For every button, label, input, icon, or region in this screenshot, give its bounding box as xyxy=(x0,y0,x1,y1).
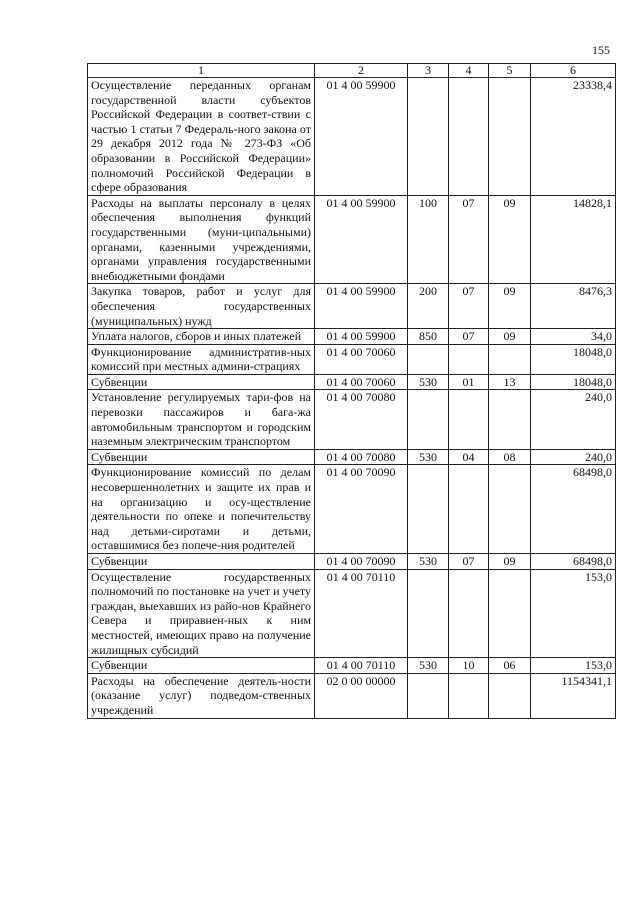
row-col3 xyxy=(408,569,449,658)
row-name: Закупка товаров, работ и услуг для обеспечения государственных (муниципальных) нужд xyxy=(88,284,315,329)
row-col4 xyxy=(449,78,489,196)
row-col5 xyxy=(489,390,531,449)
table-header-row xyxy=(88,64,616,78)
row-name: Функционирование комиссий по делам несовершеннолетних и защите их прав и на организацию и осу-ществление деятельности по опеке и попечительству над детьми-сиротами и детьми, оставшимися без попече-ния родителей xyxy=(88,465,315,554)
table-row xyxy=(88,329,616,345)
row-name: Расходы на выплаты персоналу в целях обеспечения выполнения функций государственными (муни-ципальными) органами, казенными учреждениями, органами управления государственными внебюджетными фондами xyxy=(88,195,315,284)
budget-table xyxy=(87,63,616,719)
row-col3: 530 xyxy=(408,449,449,465)
row-amount: 18048,0 xyxy=(531,344,616,374)
table-row xyxy=(88,449,616,465)
row-col3 xyxy=(408,344,449,374)
row-col4 xyxy=(449,569,489,658)
row-col4: 04 xyxy=(449,449,489,465)
row-col4 xyxy=(449,673,489,718)
row-amount: 14828,1 xyxy=(531,195,616,284)
row-code: 01 4 00 70090 xyxy=(315,465,408,554)
row-col5: 09 xyxy=(489,284,531,329)
table-body xyxy=(88,78,616,719)
row-col3: 200 xyxy=(408,284,449,329)
row-col3: 530 xyxy=(408,374,449,390)
row-name: Осуществление государственных полномочий по постановке на учет и учету граждан, выехавших из райо-нов Крайнего Севера и приравнен-ных к ним местностей, имеющих право на получение жилищных субсидий xyxy=(88,569,315,658)
row-col3 xyxy=(408,78,449,196)
row-col4: 07 xyxy=(449,329,489,345)
row-col3 xyxy=(408,465,449,554)
row-col5: 06 xyxy=(489,658,531,674)
row-col3: 530 xyxy=(408,658,449,674)
row-amount: 153,0 xyxy=(531,658,616,674)
row-col5: 09 xyxy=(489,195,531,284)
row-amount: 240,0 xyxy=(531,449,616,465)
row-col4: 01 xyxy=(449,374,489,390)
row-name: Субвенции xyxy=(88,554,315,570)
row-name: Расходы на обеспечение деятель-ности (оказание услуг) подведом-ственных учреждений xyxy=(88,673,315,718)
row-code: 01 4 00 70080 xyxy=(315,449,408,465)
row-amount: 68498,0 xyxy=(531,554,616,570)
row-col3 xyxy=(408,390,449,449)
row-amount: 240,0 xyxy=(531,390,616,449)
row-col3: 530 xyxy=(408,554,449,570)
table-row xyxy=(88,569,616,658)
row-code: 01 4 00 70060 xyxy=(315,374,408,390)
row-col5: 09 xyxy=(489,329,531,345)
row-col4 xyxy=(449,344,489,374)
row-col4: 07 xyxy=(449,284,489,329)
column-header: 6 xyxy=(531,64,616,78)
row-col4 xyxy=(449,390,489,449)
row-col4 xyxy=(449,465,489,554)
row-col3: 100 xyxy=(408,195,449,284)
column-header: 1 xyxy=(88,64,315,78)
row-code: 01 4 00 59900 xyxy=(315,284,408,329)
row-col5 xyxy=(489,465,531,554)
row-col5 xyxy=(489,344,531,374)
table-row xyxy=(88,78,616,196)
table-row xyxy=(88,554,616,570)
row-col3: 850 xyxy=(408,329,449,345)
row-code: 01 4 00 70110 xyxy=(315,569,408,658)
table-row xyxy=(88,658,616,674)
column-header: 2 xyxy=(315,64,408,78)
page-number: 155 xyxy=(592,43,610,57)
row-col5 xyxy=(489,78,531,196)
table-row xyxy=(88,374,616,390)
row-code: 01 4 00 70090 xyxy=(315,554,408,570)
row-code: 01 4 00 70080 xyxy=(315,390,408,449)
row-code: 01 4 00 70060 xyxy=(315,344,408,374)
column-header: 4 xyxy=(449,64,489,78)
row-col5: 09 xyxy=(489,554,531,570)
row-name: Функционирование административ-ных комиссий при местных админи-страциях xyxy=(88,344,315,374)
row-code: 02 0 00 00000 xyxy=(315,673,408,718)
row-name: Осуществление переданных органам государственной власти субъектов Российской Федерации в соответ-ствии с частью 1 статьи 7 Федераль-ного закона от 29 декабря 2012 года № 273-ФЗ «Об образовании в Российской Федерации» полномочий Российской Федерации в сфере образования xyxy=(88,78,315,196)
row-name: Установление регулируемых тари-фов на перевозки пассажиров и бага-жа автомобильным транспортом и городским наземным электрическим транспортом xyxy=(88,390,315,449)
table-row xyxy=(88,673,616,718)
row-amount: 153,0 xyxy=(531,569,616,658)
row-amount: 18048,0 xyxy=(531,374,616,390)
row-col4: 07 xyxy=(449,554,489,570)
column-header: 5 xyxy=(489,64,531,78)
row-name: Субвенции xyxy=(88,658,315,674)
row-col4: 10 xyxy=(449,658,489,674)
row-code: 01 4 00 59900 xyxy=(315,195,408,284)
table-row xyxy=(88,344,616,374)
row-col4: 07 xyxy=(449,195,489,284)
row-amount: 8476,3 xyxy=(531,284,616,329)
row-name: Уплата налогов, сборов и иных платежей xyxy=(88,329,315,345)
table-row xyxy=(88,465,616,554)
row-col5: 13 xyxy=(489,374,531,390)
row-name: Субвенции xyxy=(88,449,315,465)
table-row xyxy=(88,390,616,449)
row-col3 xyxy=(408,673,449,718)
row-code: 01 4 00 59900 xyxy=(315,78,408,196)
row-col5 xyxy=(489,673,531,718)
table-row xyxy=(88,284,616,329)
row-amount: 34,0 xyxy=(531,329,616,345)
row-amount: 1154341,1 xyxy=(531,673,616,718)
row-col5: 08 xyxy=(489,449,531,465)
row-name: Субвенции xyxy=(88,374,315,390)
row-code: 01 4 00 70110 xyxy=(315,658,408,674)
row-amount: 23338,4 xyxy=(531,78,616,196)
column-header: 3 xyxy=(408,64,449,78)
table-row xyxy=(88,195,616,284)
row-amount: 68498,0 xyxy=(531,465,616,554)
row-code: 01 4 00 59900 xyxy=(315,329,408,345)
row-col5 xyxy=(489,569,531,658)
